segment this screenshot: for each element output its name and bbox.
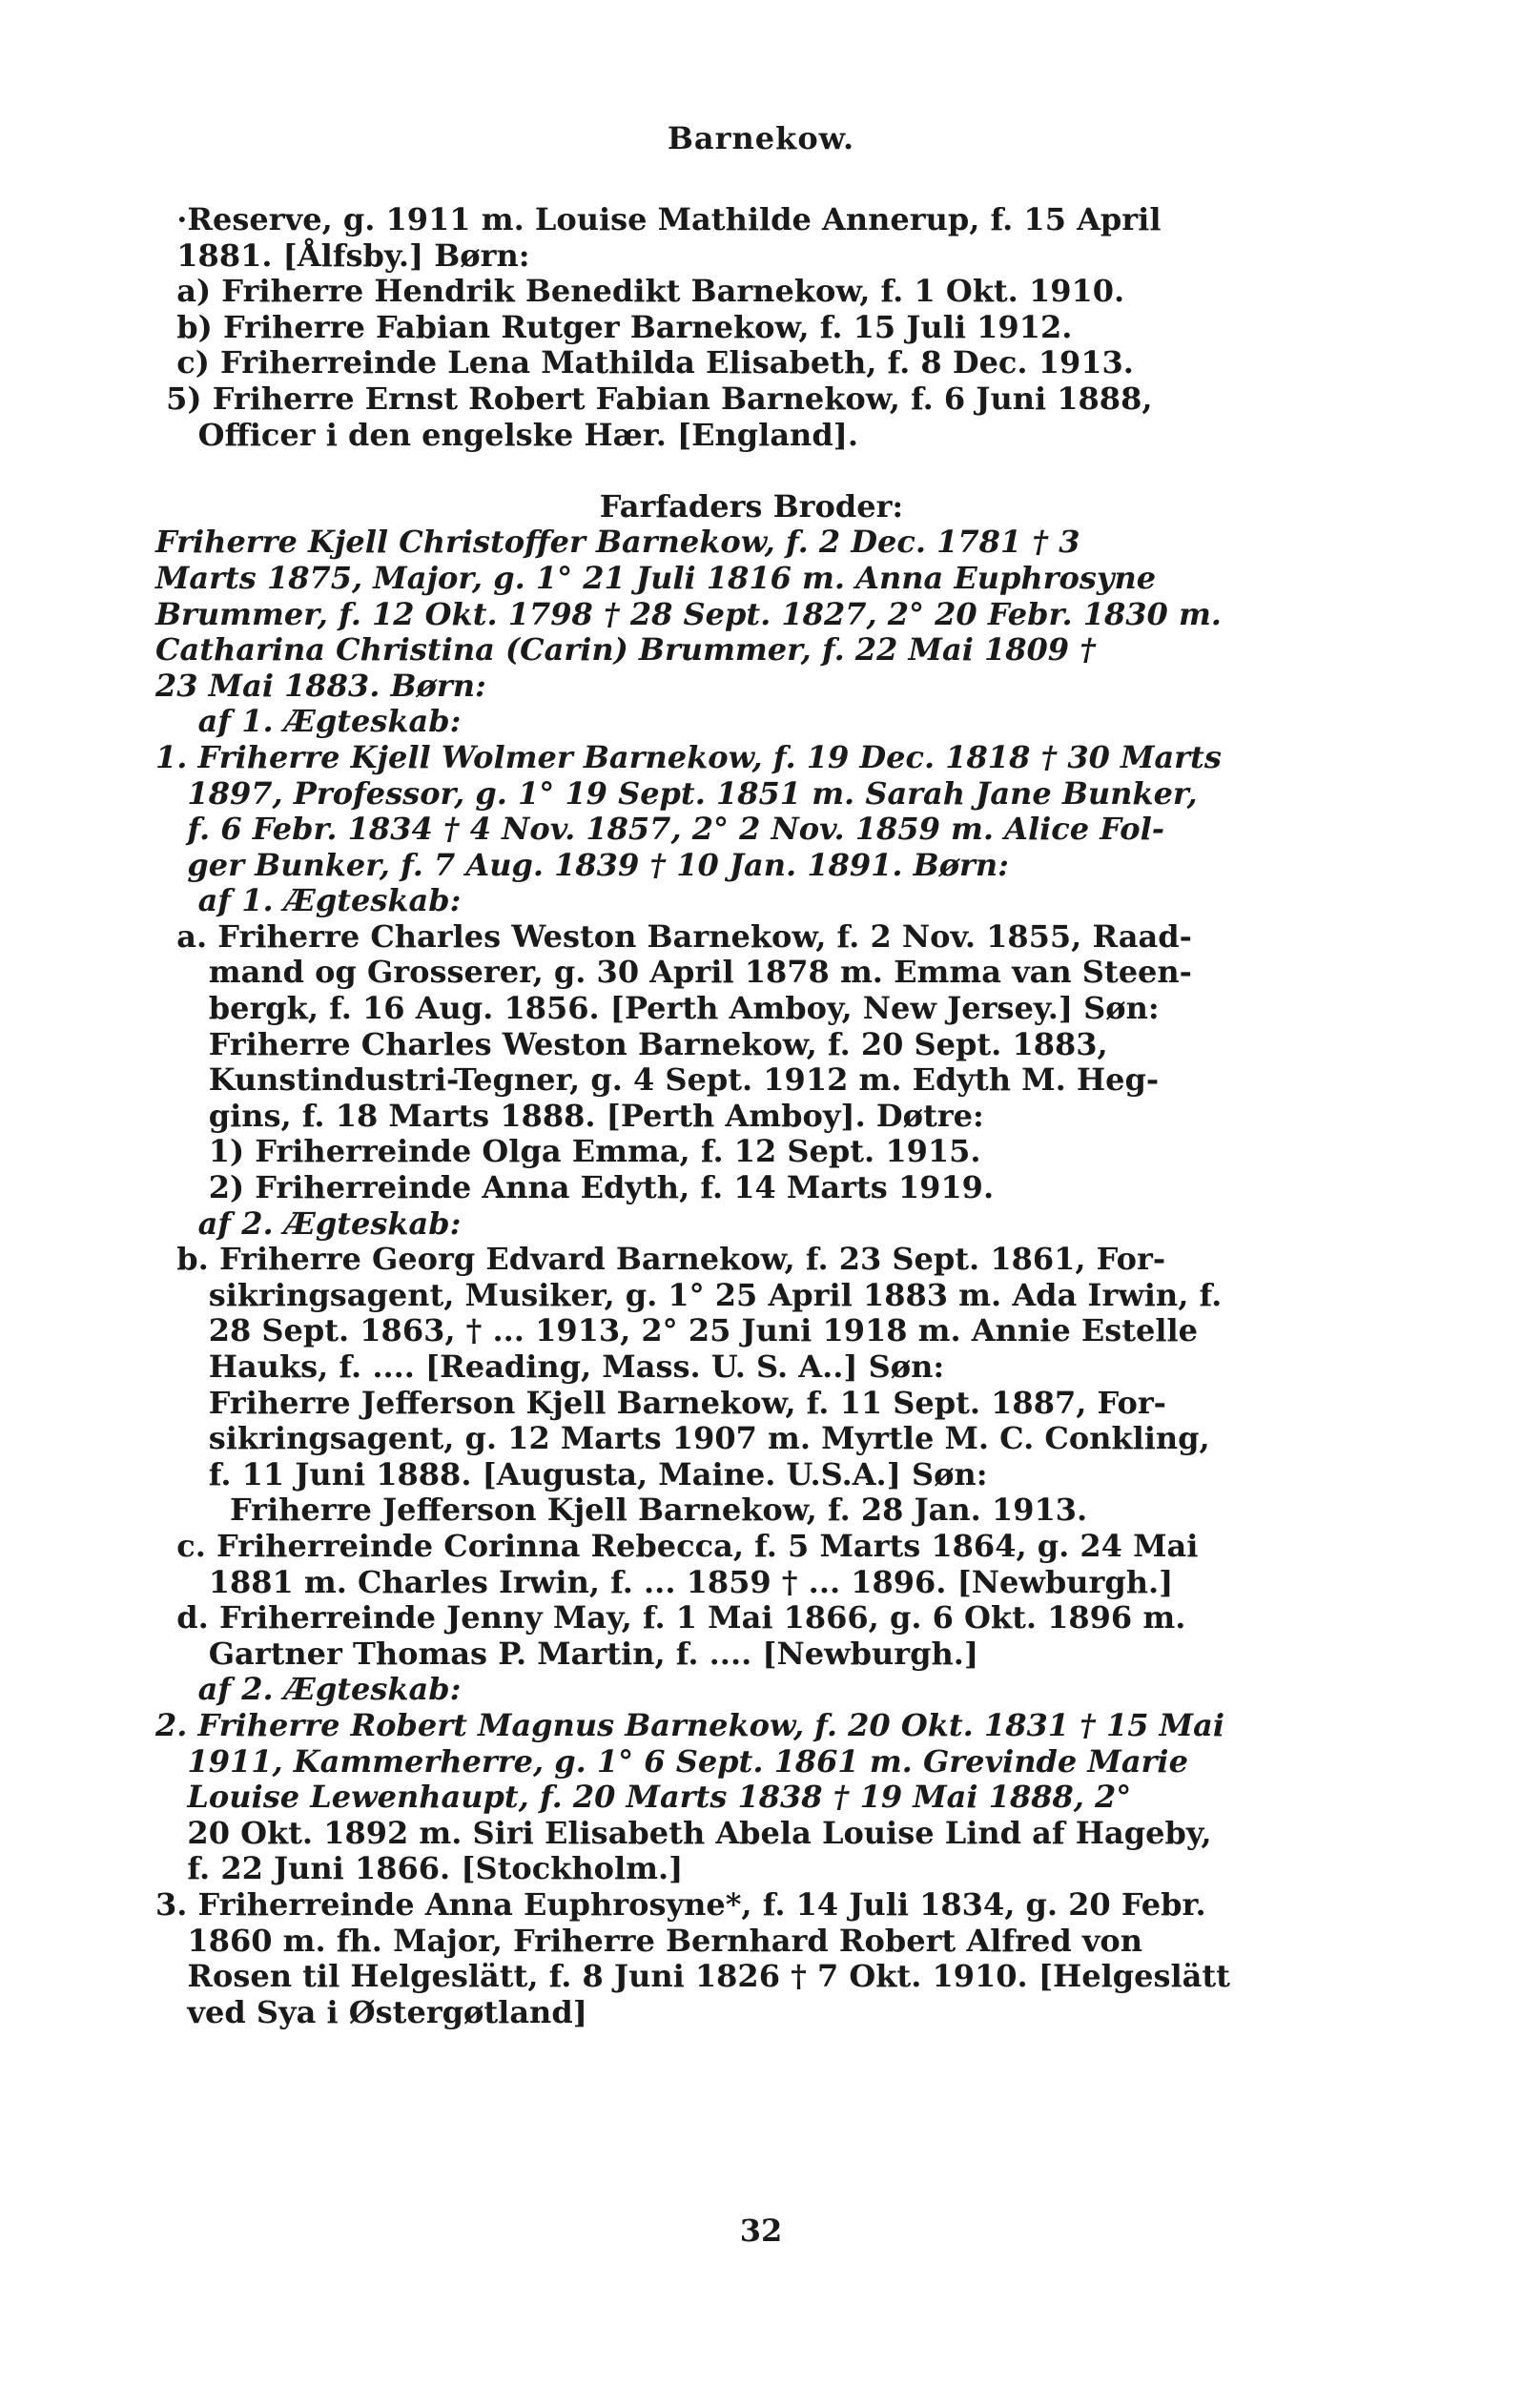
text-line: c. Friherreinde Corinna Rebecca, f. 5 Marts 1864, g. 24 Mai [155,1527,1199,1564]
text-line: 1897, Professor, g. 1° 19 Sept. 1851 m. Sarah Jane Bunker, [155,774,1198,812]
text-line: 1881. [Ålfsby.] Børn: [155,237,530,274]
text-line: 5) Friherre Ernst Robert Fabian Barnekow, f. 6 Juni 1888, [155,380,1153,417]
text-line: Friherre Jefferson Kjell Barnekow, f. 28 Jan. 1913. [155,1492,1088,1529]
text-line: gins, f. 18 Marts 1888. [Perth Amboy]. Døtre: [155,1097,984,1134]
text-line: f. 11 Juni 1888. [Augusta, Maine. U.S.A.] Søn: [155,1455,988,1492]
text-line: Officer i den engelske Hær. [England]. [155,416,858,453]
text-line: Kunstindustri-Tegner, g. 4 Sept. 1912 m. Edyth M. Heg- [155,1061,1160,1099]
section-heading: Farfaders Broder: [599,487,904,525]
text-line: 1911, Kammerherre, g. 1° 6 Sept. 1861 m. Grevinde Marie [155,1742,1188,1780]
text-line: 28 Sept. 1863, † ... 1913, 2° 25 Juni 1918 m. Annie Estelle [155,1312,1199,1349]
text-line: Friherre Jefferson Kjell Barnekow, f. 11 Sept. 1887, For- [155,1384,1166,1421]
text-line: ·Reserve, g. 1911 m. Louise Mathilde Annerup, f. 15 April [155,201,1162,237]
text-line: c) Friherreinde Lena Mathilda Elisabeth, f. 8 Dec. 1913. [155,344,1134,381]
text-line: ved Sya i Østergøtland] [155,1993,587,2030]
page-title: Barnekow. [667,120,855,156]
text-line: af 1. Ægteskab: [155,882,462,919]
text-line: d. Friherreinde Jenny May, f. 1 Mai 1866, g. 6 Okt. 1896 m. [155,1599,1186,1636]
text-line: 2. Friherre Robert Magnus Barnekow, f. 20 Okt. 1831 † 15 Mai [155,1706,1224,1743]
text-line: 1881 m. Charles Irwin, f. ... 1859 † ... 1896. [Newburgh.] [155,1563,1174,1600]
text-line: 20 Okt. 1892 m. Siri Elisabeth Abela Louise Lind af Hageby, [155,1814,1212,1851]
text-line: Marts 1875, Major, g. 1° 21 Juli 1816 m. Anna Euphrosyne [155,559,1157,596]
text-line: 1. Friherre Kjell Wolmer Barnekow, f. 19 Dec. 1818 † 30 Marts [155,738,1222,775]
text-line: f. 6 Febr. 1834 † 4 Nov. 1857, 2° 2 Nov. 1859 m. Alice Fol- [155,811,1164,848]
text-line: af 2. Ægteskab: [155,1671,462,1708]
text-line: Rosen til Helgeslätt, f. 8 Juni 1826 † 7 Okt. 1910. [Helgeslätt [155,1958,1230,1995]
text-line: 1860 m. fh. Major, Friherre Bernhard Robert Alfred von [155,1922,1143,1959]
text-body [155,202,1347,2030]
text-line: 3. Friherreinde Anna Euphrosyne*, f. 14 Juli 1834, g. 20 Febr. [155,1885,1206,1923]
text-line: Friherre Kjell Christoffer Barnekow, f. 2 Dec. 1781 † 3 [155,524,1080,561]
text-line: a. Friherre Charles Weston Barnekow, f. 2 Nov. 1855, Raad- [155,917,1192,955]
text-line: af 2. Ægteskab: [155,1204,462,1242]
text-line: Hauks, f. .... [Reading, Mass. U. S. A..] Søn: [155,1348,945,1385]
text-line: 1) Friherreinde Olga Emma, f. 12 Sept. 1915. [155,1133,981,1170]
text-line: f. 22 Juni 1866. [Stockholm.] [155,1850,684,1887]
text-line: sikringsagent, Musiker, g. 1° 25 April 1883 m. Ada Irwin, f. [155,1276,1223,1313]
text-line: Friherre Charles Weston Barnekow, f. 20 Sept. 1883, [155,1025,1108,1062]
text-line: Brummer, f. 12 Okt. 1798 † 28 Sept. 1827, 2° 20 Febr. 1830 m. [155,595,1222,632]
text-line: a) Friherre Hendrik Benedikt Barnekow, f. 1 Okt. 1910. [155,273,1125,310]
page-number: 32 [739,2212,783,2249]
text-line: Gartner Thomas P. Martin, f. .... [Newburgh.] [155,1635,979,1672]
text-line: Louise Lewenhaupt, f. 20 Marts 1838 † 19 Mai 1888, 2° [155,1779,1132,1816]
text-line: bergk, f. 16 Aug. 1856. [Perth Amboy, New Jersey.] Søn: [155,990,1160,1027]
text-line: b) Friherre Fabian Rutger Barnekow, f. 15 Juli 1912. [155,308,1073,345]
text-line: ger Bunker, f. 7 Aug. 1839 † 10 Jan. 1891. Børn: [155,846,1009,883]
text-line: af 1. Ægteskab: [155,703,462,740]
text-line: b. Friherre Georg Edvard Barnekow, f. 23 Sept. 1861, For- [155,1241,1166,1278]
text-line: sikringsagent, g. 12 Marts 1907 m. Myrtle M. C. Conkling, [155,1420,1210,1457]
text-line: 2) Friherreinde Anna Edyth, f. 14 Marts 1919. [155,1169,995,1206]
text-line: Catharina Christina (Carin) Brummer, f. 22 Mai 1809 † [155,631,1096,669]
text-line: 23 Mai 1883. Børn: [155,667,486,704]
text-line: mand og Grosserer, g. 30 April 1878 m. Emma van Steen- [155,954,1192,991]
